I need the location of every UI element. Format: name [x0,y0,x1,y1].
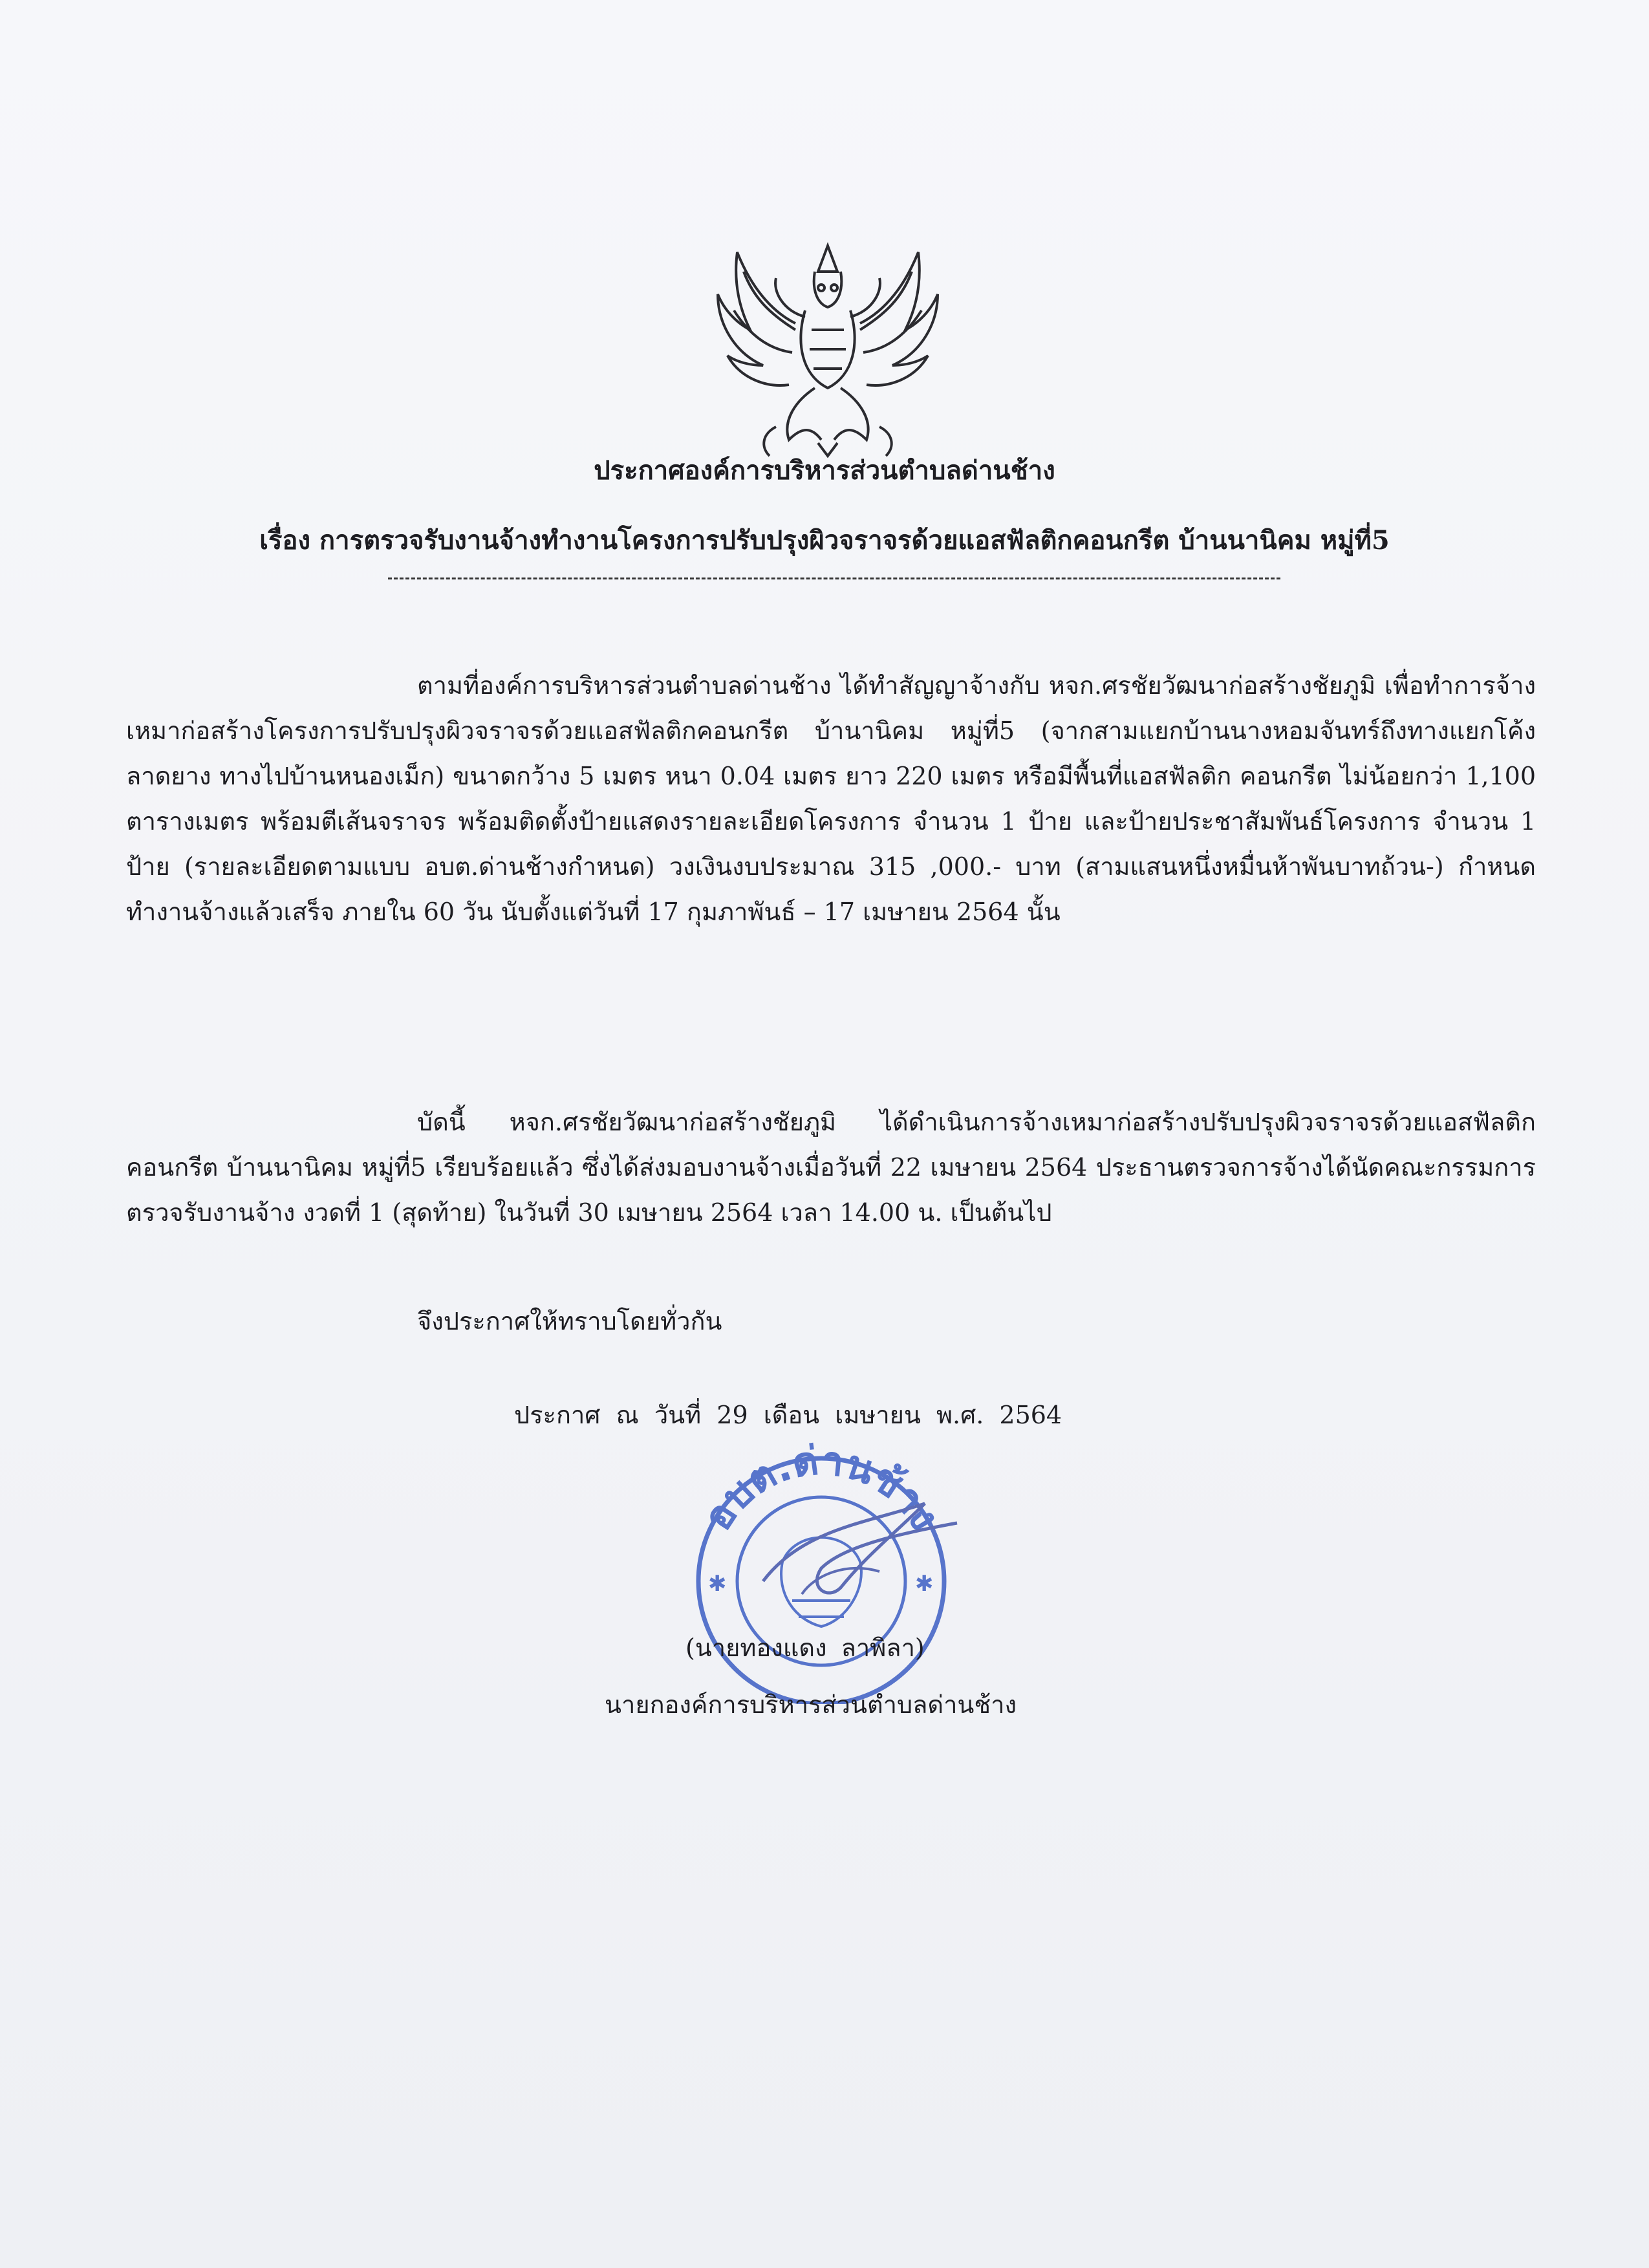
announcement-date: ประกาศ ณ วันที่ 29 เดือน เมษายน พ.ศ. 2564 [514,1401,1062,1429]
body-paragraph-1: ตามที่องค์การบริหารส่วนตำบลด่านช้าง ได้ทำสัญญาจ้างกับ หจก.ศรชัยวัฒนาก่อสร้างชัยภูมิ เพื่อทำการจ้างเหมาก่อสร้างโครงการปรับปรุงผิวจราจรด้วยแอสฟัลติกคอนกรีต บ้านานิคม หมู่ที่5 (จากสามแยกบ้านนางหอมจันทร์ถึงทางแยกโค้งลาดยาง ทางไปบ้านหนองเม็ก) ขนาดกว้าง 5 เมตร หนา 0.04 เมตร ยาว 220 เมตร หรือมีพื้นที่แอสฟัลติก คอนกรีต ไม่น้อยกว่า 1,100 ตารางเมตร พร้อมตีเส้นจราจร พร้อมติดตั้งป้ายแสดงรายละเอียดโครงการ จำนวน 1 ป้าย และป้ายประชาสัมพันธ์โครงการ จำนวน 1 ป้าย (รายละเอียดตามแบบ อบต.ด่านช้างกำหนด) วงเงินงบประมาณ 315 ,000.- บาท (สามแสนหนึ่งหมื่นห้าพันบาทถ้วน-) กำหนดทำงานจ้างแล้วเสร็จ ภายใน 60 วัน นับตั้งแต่วันที่ 17 กุมภาพันธ์ – 17 เมษายน 2564 นั้น [126,671,1536,926]
garuda-emblem [698,233,957,466]
announcement-subject: เรื่อง การตรวจรับงานจ้างทำงานโครงการปรับปรุงผิวจราจรด้วยแอสฟัลติกคอนกรีต บ้านนานิคม หมู่ที่5 [259,525,1390,556]
svg-text:✱: ✱ [915,1571,934,1597]
body-paragraph-2: บัดนี้ หจก.ศรชัยวัฒนาก่อสร้างชัยภูมิ ได้ดำเนินการจ้างเหมาก่อสร้างปรับปรุงผิวจราจรด้วยแอสฟัลติกคอนกรีต บ้านนานิคม หมู่ที่5 เรียบร้อยแล้ว ซึ่งได้ส่งมอบงานจ้างเมื่อวันที่ 22 เมษายน 2564 ประธานตรวจการจ้างได้นัดคณะกรรมการตรวจรับงานจ้าง งวดที่ 1 (สุดท้าย) ในวันที่ 30 เมษายน 2564 เวลา 14.00 น. เป็นต้นไป [126,1108,1536,1227]
signer-position: นายกองค์การบริหารส่วนตำบลด่านช้าง [605,1690,1017,1719]
svg-text:✱: ✱ [708,1571,727,1597]
separator-line [388,578,1280,579]
stamp-text: อบต.ด่านช้าง [693,1436,949,1539]
svg-text:อบต.ด่านช้าง [694,1436,949,1539]
announcement-title: ประกาศองค์การบริหารส่วนตำบลด่านช้าง [594,455,1055,486]
signer-name: (นายทองแดง ลาพิลา) [685,1634,925,1662]
closing-statement: จึงประกาศให้ทราบโดยทั่วกัน [417,1307,722,1335]
